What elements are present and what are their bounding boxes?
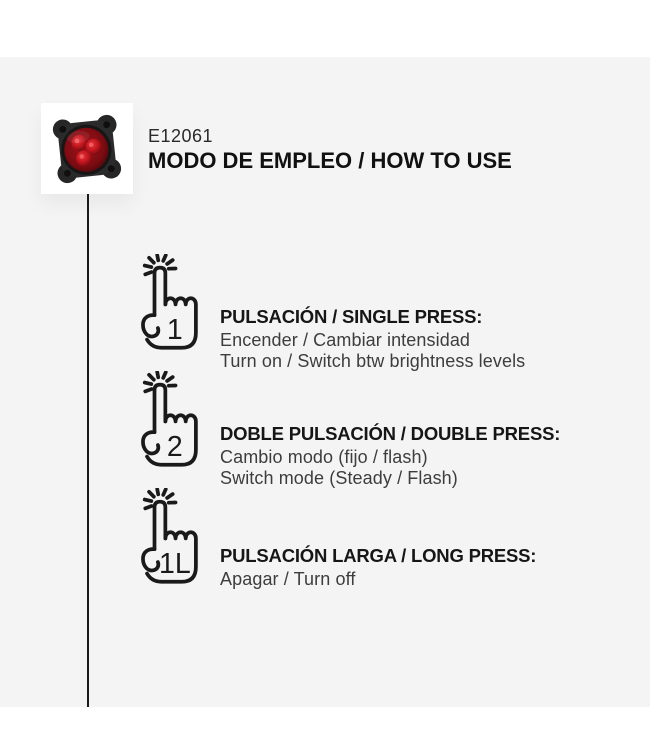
title-block	[148, 125, 512, 174]
product-photo-card	[41, 103, 133, 194]
step-double-press	[220, 423, 630, 488]
step-line-en: Turn on / Switch btw brightness levels	[220, 350, 526, 371]
page-title: MODO DE EMPLEO / HOW TO USE	[148, 148, 512, 173]
product-code: E12061	[148, 126, 214, 146]
tap-gesture-icon	[126, 254, 202, 356]
step-badge: 1L	[159, 547, 191, 580]
step-line-es: Encender / Cambiar intensidad	[220, 330, 471, 350]
tap-gesture-icon	[126, 488, 202, 590]
rear-bike-light-photo	[49, 111, 125, 187]
step-line-bilingual: Apagar / Turn off	[220, 569, 356, 589]
tap-gesture-icon	[126, 371, 202, 473]
step-heading: PULSACIÓN LARGA / LONG PRESS:	[220, 545, 537, 566]
step-single-press	[220, 306, 630, 371]
step-long-press	[220, 545, 630, 590]
step-line-es: Cambio modo (fijo / flash)	[220, 447, 428, 467]
step-heading: PULSACIÓN / SINGLE PRESS:	[220, 306, 483, 327]
step-badge: 1	[166, 313, 183, 346]
step-line-en: Switch mode (Steady / Flash)	[220, 467, 458, 488]
step-badge: 2	[166, 430, 183, 463]
vertical-connector-line	[87, 194, 89, 707]
step-heading: DOBLE PULSACIÓN / DOUBLE PRESS:	[220, 423, 561, 444]
